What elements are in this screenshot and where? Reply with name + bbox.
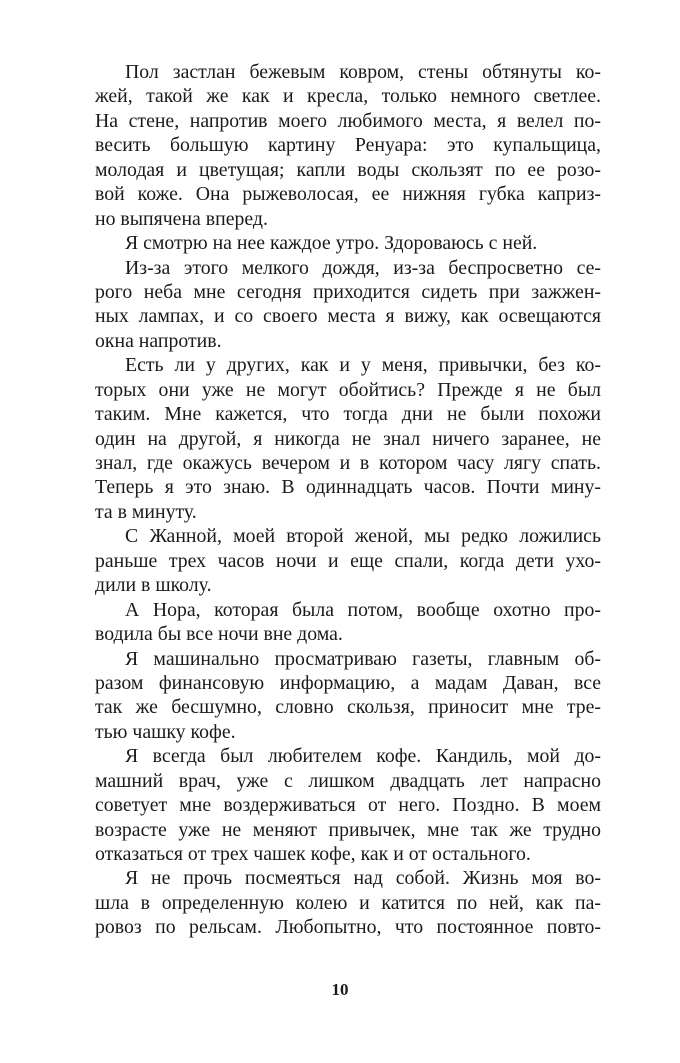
text-line: но выпячена вперед. [95, 207, 268, 230]
text-line: водила бы все ночи вне дома. [95, 623, 343, 646]
text-line: Пол застлан бежевым ковром, стены обтянуты ко- [125, 61, 601, 83]
text-line: дили в школу. [95, 574, 212, 597]
text-line: На стене, напротив моего любимого места, я велел по- [95, 109, 601, 132]
text-line: так же бесшумно, словно скользя, приносит мне тре- [95, 696, 601, 719]
text-line: советует мне воздерживаться от него. Поздно. В моем [95, 794, 601, 817]
text-line: весить большую картину Ренуара: это купальщица, [95, 134, 601, 157]
text-line: молодая и цветущая; капли воды скользят по ее розо- [95, 158, 601, 181]
text-line: знал, где окажусь вечером и в котором часу лягу спать. [95, 452, 601, 474]
page-number: 10 [331, 980, 349, 999]
text-line: окна напротив. [95, 329, 222, 352]
text-line: Я смотрю на нее каждое утро. Здороваюсь с ней. [125, 232, 538, 255]
text-line: Я машинально просматриваю газеты, главным об- [125, 647, 601, 670]
text-line: та в минуту. [95, 500, 197, 523]
text-line: Есть ли у других, как и у меня, привычки, без ко- [125, 354, 601, 377]
text-line: Теперь я это знаю. В одиннадцать часов. Почти мину- [95, 476, 601, 499]
text-line: рого неба мне сегодня приходится сидеть при зажжен- [95, 280, 601, 303]
text-line: раньше трех часов ночи и еще спали, когда дети ухо- [95, 549, 601, 572]
text-line: таким. Мне кажется, что тогда дни не были похожи [95, 403, 601, 426]
text-line: один на другой, я никогда не знал ничего заранее, не [95, 427, 601, 450]
text-line: шла в определенную колею и катится по ней, как па- [95, 891, 601, 914]
text-line: разом финансовую информацию, а мадам Даван, все [95, 671, 601, 694]
text-line: жей, такой же как и кресла, только немного светлее. [95, 85, 601, 108]
text-line: машний врач, уже с лишком двадцать лет напрасно [95, 769, 601, 792]
text-line: тью чашку кофе. [95, 720, 236, 743]
text-line: Из-за этого мелкого дождя, из-за беспросветно се- [125, 256, 601, 279]
text-line: отказаться от трех чашек кофе, как и от остального. [95, 843, 531, 865]
text-line: вой коже. Она рыжеволосая, ее нижняя губка каприз- [95, 183, 601, 206]
text-line: ровоз по рельсам. Любопытно, что постоянное повто- [95, 916, 601, 939]
text-line: С Жанной, моей второй женой, мы редко ложились [125, 525, 601, 548]
text-line: Я всегда был любителем кофе. Кандиль, мой до- [125, 745, 601, 768]
body-text [95, 60, 601, 940]
text-line: А Нора, которая была потом, вообще охотно про- [125, 598, 601, 621]
text-line: Я не прочь посмеяться над собой. Жизнь моя во- [125, 867, 601, 890]
text-line: торых они уже не могут обойтись? Прежде я не был [95, 378, 601, 401]
text-line: ных лампах, и со своего места я вижу, как освещаются [95, 305, 601, 328]
text-line: возрасте уже не меняют привычек, мне так же трудно [95, 818, 601, 841]
